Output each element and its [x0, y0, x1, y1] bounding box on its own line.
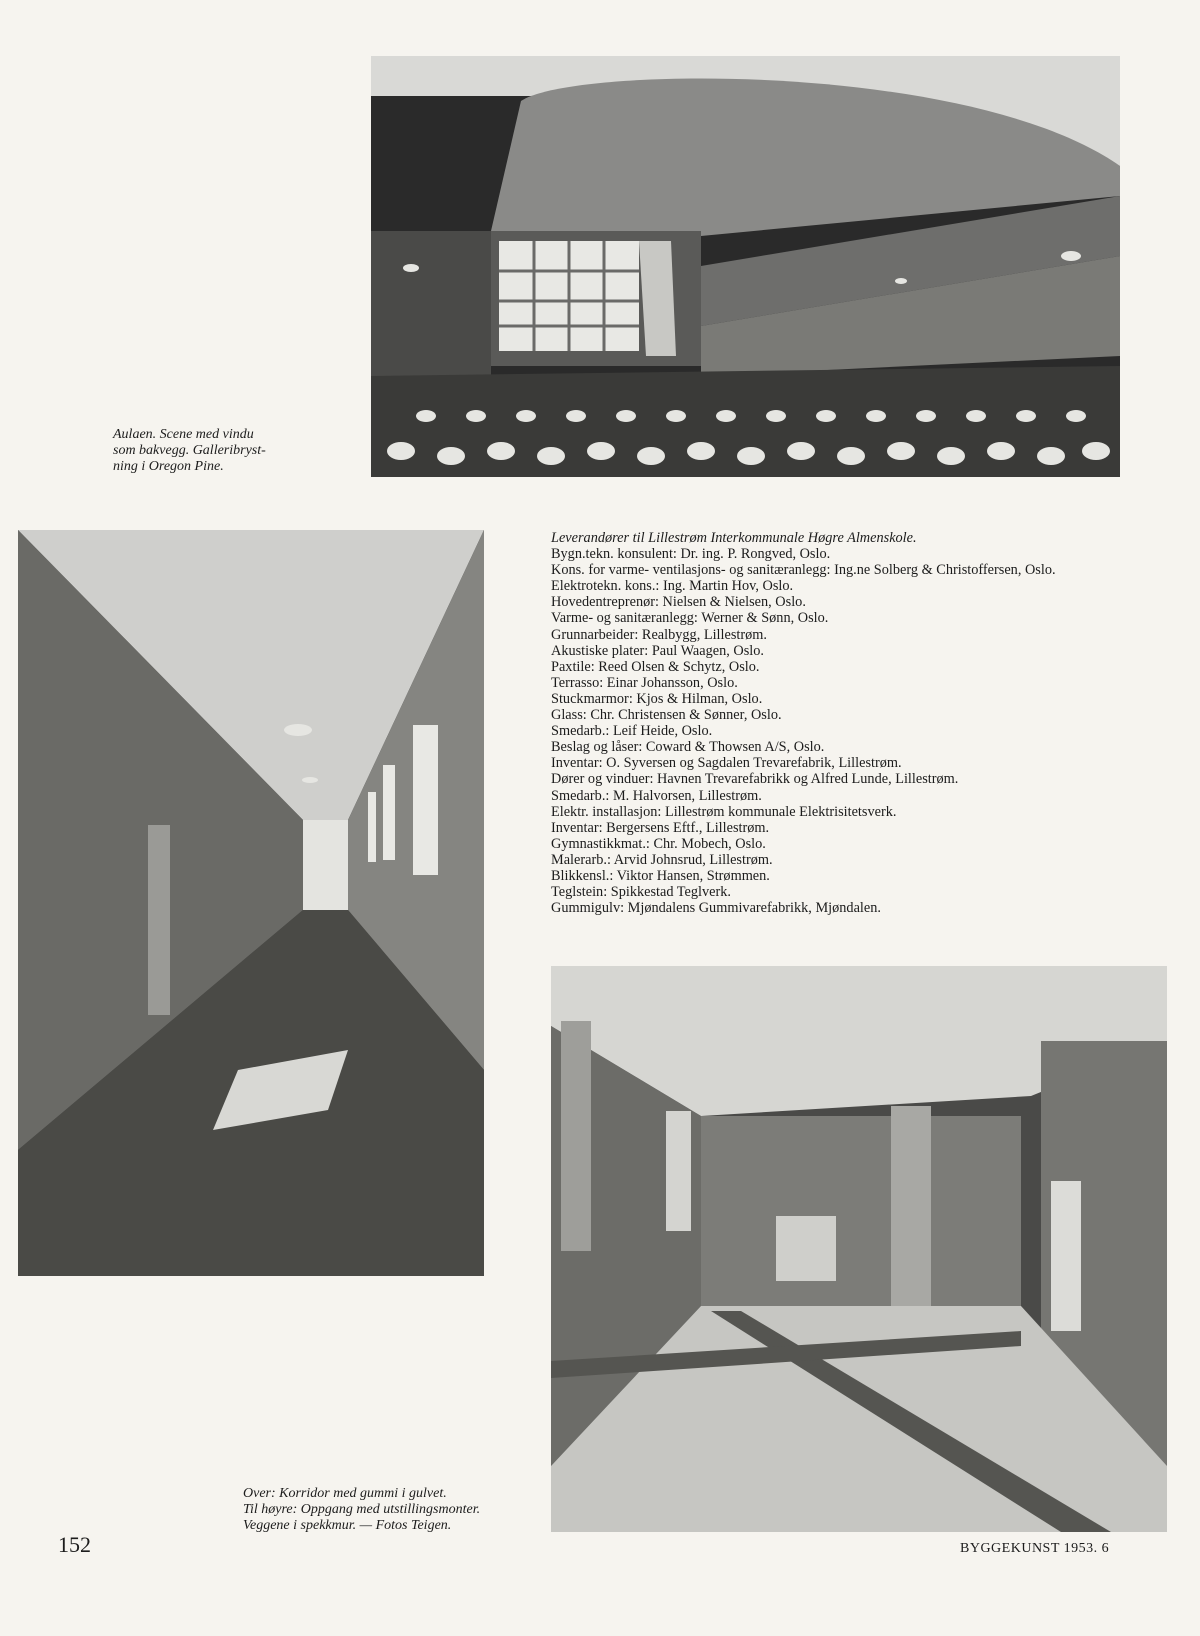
supplier-item: Elektrotekn. kons.: Ing. Martin Hov, Oslo.: [551, 578, 794, 595]
supplier-item: Akustiske plater: Paul Waagen, Oslo.: [551, 642, 765, 659]
supplier-item: Terrasso: Einar Johansson, Oslo.: [551, 674, 738, 691]
supplier-item: Grunnarbeider: Realbygg, Lillestrøm.: [551, 626, 767, 643]
stairhall-photo: [551, 966, 1167, 1532]
supplier-item: Bygn.tekn. konsulent: Dr. ing. P. Rongved, Oslo.: [551, 546, 831, 563]
page-number: 152: [58, 1532, 91, 1557]
corridor-photo: [18, 530, 484, 1276]
supplier-item: Inventar: Bergersens Eftf., Lillestrøm.: [551, 819, 770, 836]
auditorium-photo: [371, 56, 1120, 477]
supplier-item: Gymnastikkmat.: Chr. Mobech, Oslo.: [551, 835, 766, 852]
supplier-item: Glass: Chr. Christensen & Sønner, Oslo.: [551, 707, 782, 724]
journal-footer: BYGGEKUNST 1953. 6: [960, 1541, 1110, 1556]
suppliers-heading: Leverandører til Lillestrøm Interkommunale Høgre Almenskole.: [551, 530, 917, 546]
caption-line: Aulaen. Scene med vindu: [113, 427, 254, 442]
caption-line: Veggene i spekkmur. — Fotos Teigen.: [243, 1518, 452, 1533]
supplier-item: Elektr. installasjon: Lillestrøm kommunale Elektrisitetsverk.: [551, 803, 897, 820]
caption-line: Til høyre: Oppgang med utstillingsmonter.: [243, 1502, 481, 1517]
supplier-item: Hovedentreprenør: Nielsen & Nielsen, Oslo.: [551, 594, 806, 611]
supplier-item: Beslag og låser: Coward & Thowsen A/S, Oslo.: [551, 739, 825, 756]
supplier-item: Inventar: O. Syversen og Sagdalen Trevarefabrik, Lillestrøm.: [551, 755, 902, 772]
caption-line: ning i Oregon Pine.: [113, 459, 224, 474]
supplier-list: [551, 546, 1111, 916]
supplier-item: Dører og vinduer: Havnen Trevarefabrikk og Alfred Lunde, Lillestrøm.: [551, 771, 959, 788]
supplier-item: Smedarb.: Leif Heide, Oslo.: [551, 723, 713, 740]
supplier-item: Kons. for varme- ventilasjons- og sanitæranlegg: Ing.ne Solberg & Christoffersen, Oslo.: [551, 562, 1056, 579]
caption-line: Over: Korridor med gummi i gulvet.: [243, 1486, 447, 1501]
supplier-item: Malerarb.: Arvid Johnsrud, Lillestrøm.: [551, 851, 773, 868]
auditorium-caption: [113, 427, 323, 475]
supplier-item: Varme- og sanitæranlegg: Werner & Sønn, Oslo.: [551, 610, 829, 627]
supplier-item: Gummigulv: Mjøndalens Gummivarefabrikk, Mjøndalen.: [551, 900, 881, 917]
supplier-item: Teglstein: Spikkestad Teglverk.: [551, 884, 731, 901]
supplier-item: Stuckmarmor: Kjos & Hilman, Oslo.: [551, 690, 763, 707]
caption-line: som bakvegg. Galleribryst-: [113, 443, 266, 458]
lower-photos-caption: [243, 1486, 543, 1534]
supplier-item: Smedarb.: M. Halvorsen, Lillestrøm.: [551, 787, 762, 804]
supplier-item: Blikkensl.: Viktor Hansen, Strømmen.: [551, 867, 770, 884]
suppliers-list-block: [551, 530, 1111, 916]
supplier-item: Paxtile: Reed Olsen & Schytz, Oslo.: [551, 658, 760, 675]
